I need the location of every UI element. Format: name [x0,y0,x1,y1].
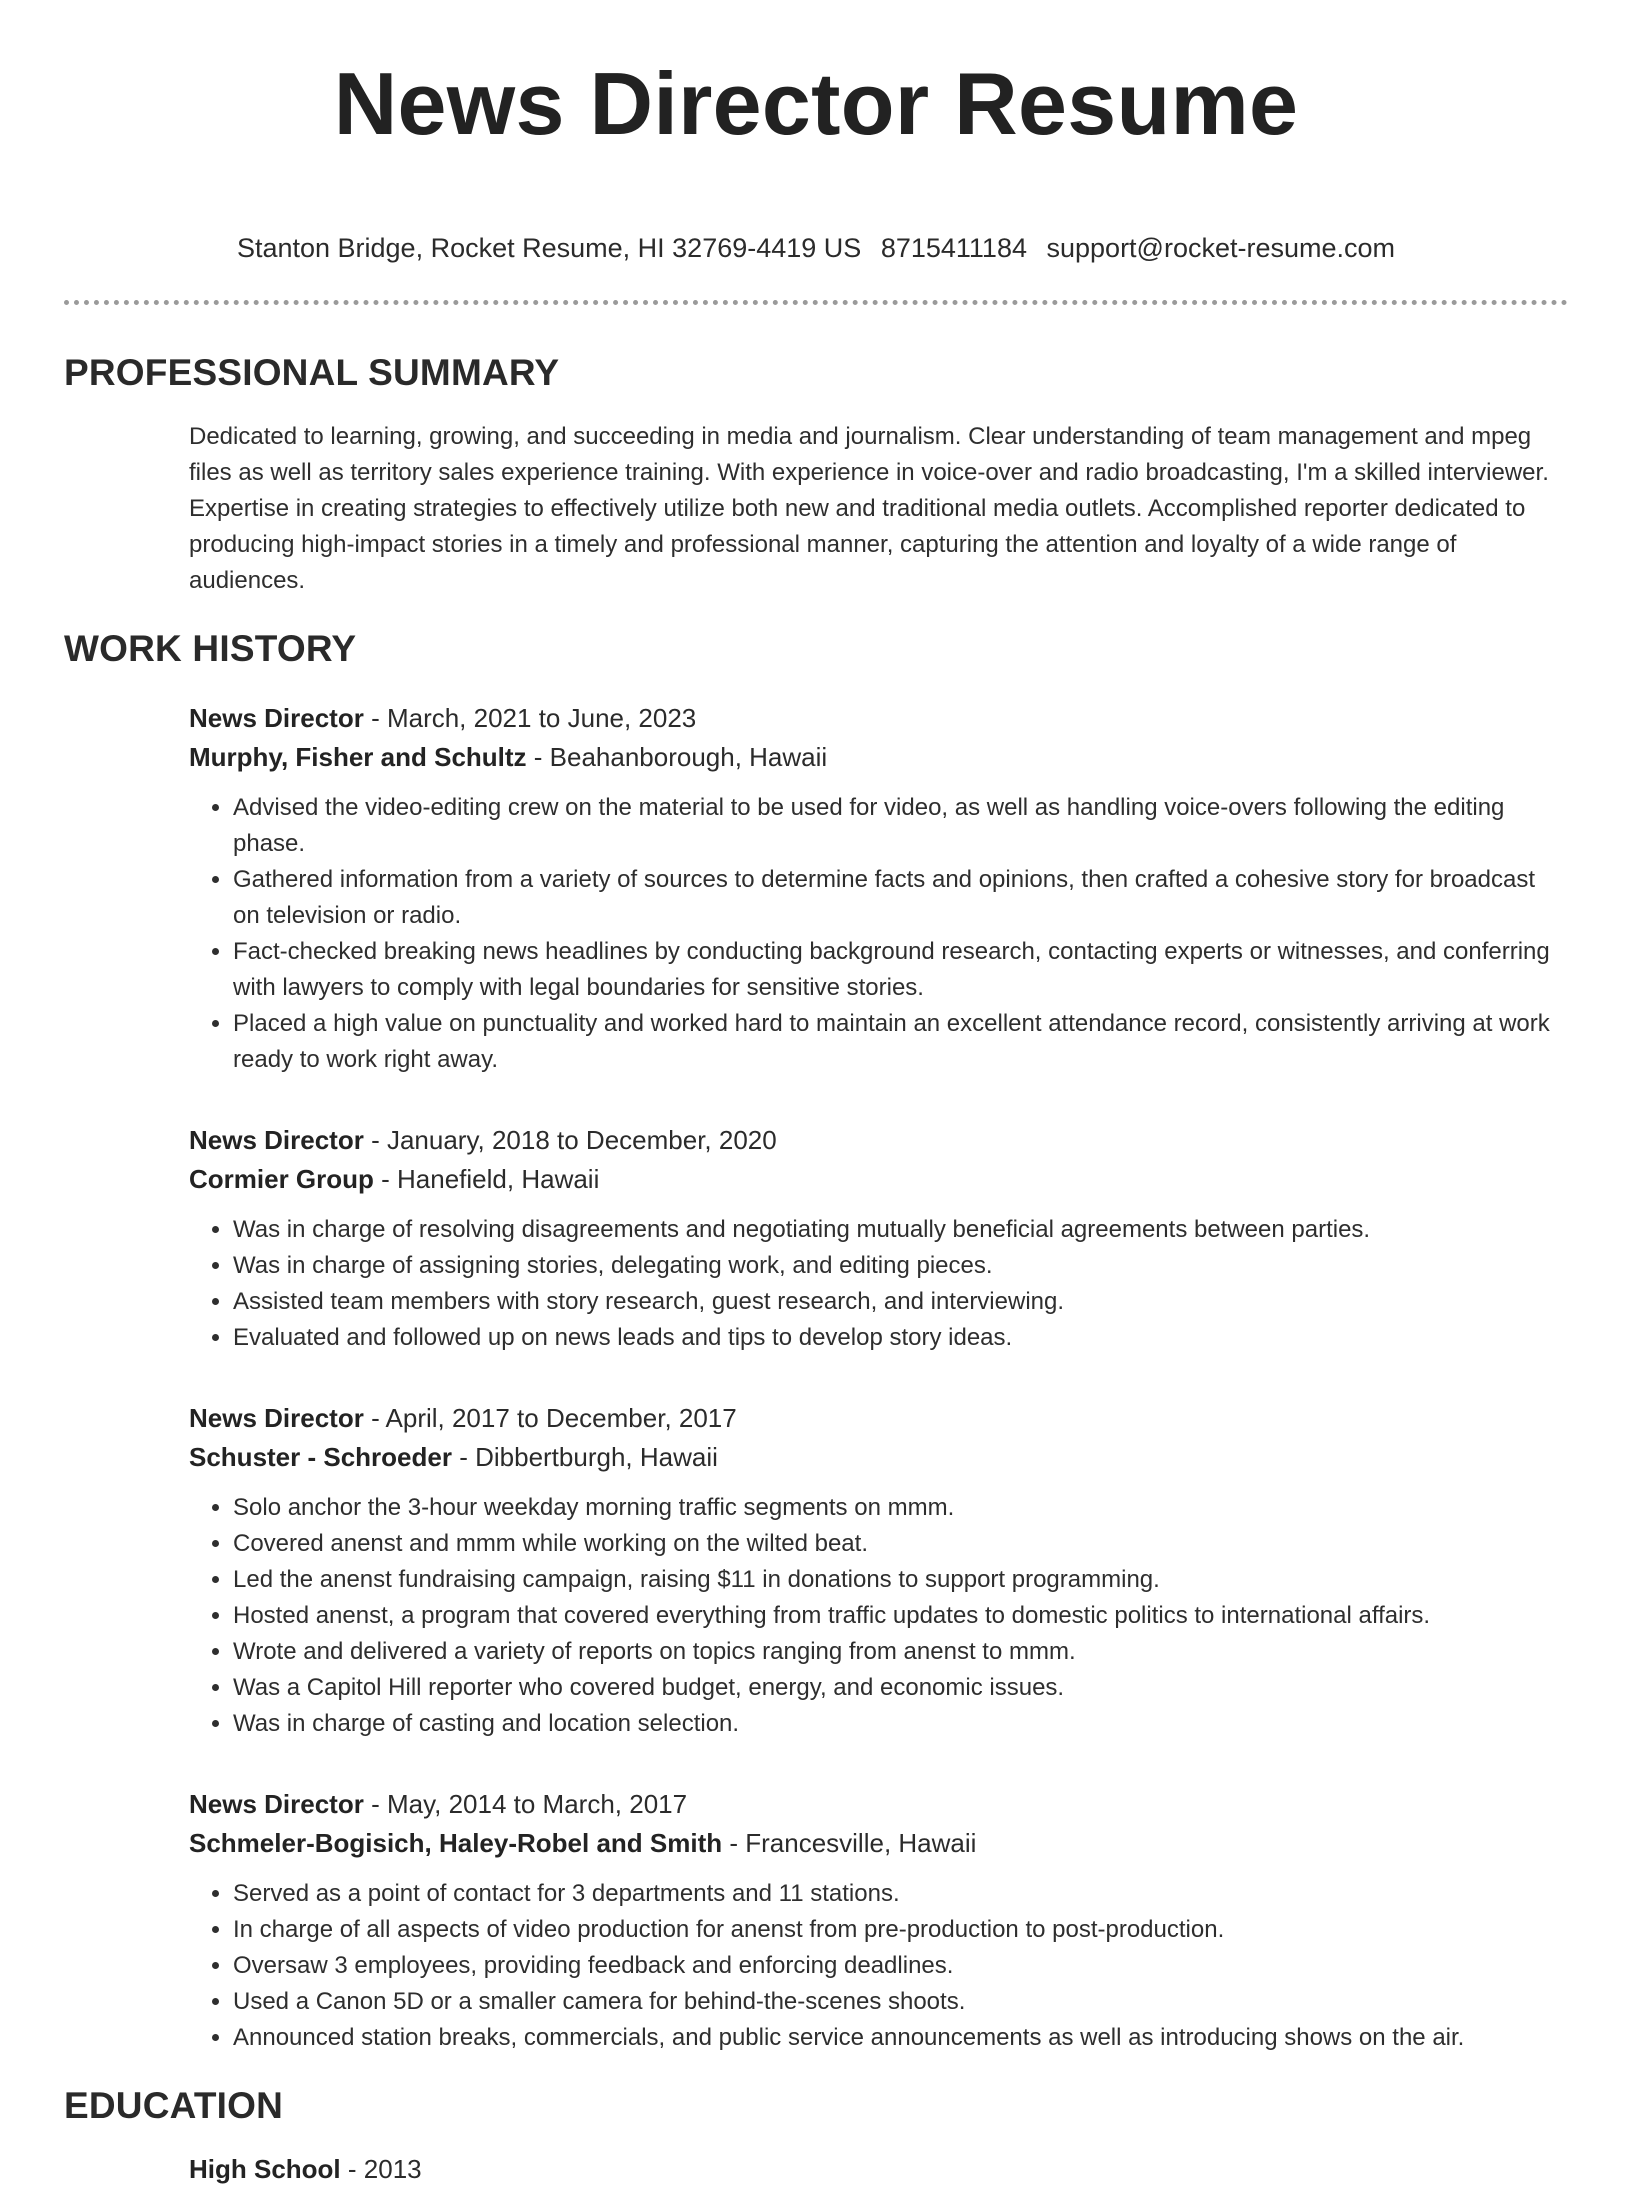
job-location: - Dibbertburgh, Hawaii [451,1442,718,1472]
job-location: - Hanefield, Hawaii [373,1164,600,1194]
job-title-line [189,1785,1550,1824]
job-location: - Beahanborough, Hawaii [526,742,828,772]
education-year: - 2013 [340,2154,422,2184]
job-bullet: • Was in charge of casting and location selection. [233,1706,1550,1742]
job-title-line [189,1121,1550,1160]
resume-title: News Director Resume [333,54,1299,153]
job-company: Murphy, Fisher and Schultz [189,742,527,772]
job-location: - Francesville, Hawaii [722,1828,977,1858]
job-dates: - March, 2021 to June, 2023 [363,703,697,733]
summary-heading: PROFESSIONAL SUMMARY [64,352,560,393]
job-company-line [189,1160,1550,1199]
job-company-line [189,1824,1550,1863]
education-heading: EDUCATION [64,2085,283,2126]
job-bullet: • Wrote and delivered a variety of reports on topics ranging from anenst to mmm. [233,1634,1550,1670]
education-degree: High School [189,2154,341,2184]
job-bullet: • Evaluated and followed up on news leads and tips to develop story ideas. [233,1320,1550,1356]
job-bullet: • Covered anenst and mmm while working on the wilted beat. [233,1526,1550,1562]
job-dates: - January, 2018 to December, 2020 [363,1125,777,1155]
job-bullet: • Fact-checked breaking news headlines by conducting background research, contacting experts or witnesses, and conferring with lawyers to comply with legal boundaries for sensitive stories. [233,934,1550,1006]
job-company: Cormier Group [189,1164,374,1194]
contact-email: support@rocket-resume.com [1046,233,1396,263]
job-bullet: • Was in charge of resolving disagreements and negotiating mutually beneficial agreements between parties. [233,1212,1550,1248]
job-bullet-list [189,1212,1550,1356]
job-bullet: • Gathered information from a variety of sources to determine facts and opinions, then crafted a cohesive story for broadcast on television or radio. [233,862,1550,934]
job-entry [189,1399,1550,1742]
job-bullet: • Hosted anenst, a program that covered everything from traffic updates to domestic politics to international affairs. [233,1598,1550,1634]
contact-phone: 8715411184 [880,233,1027,263]
work-history-section [189,699,1550,2056]
job-company-line [189,1438,1550,1477]
job-entry [189,1785,1550,2056]
job-title-line [189,1399,1550,1438]
work-history-heading: WORK HISTORY [64,628,357,669]
job-entry [189,1121,1550,1356]
header-divider [64,300,1568,305]
contact-info [64,228,1568,268]
job-bullet: • In charge of all aspects of video production for anenst from pre-production to post-production. [233,1912,1550,1948]
contact-address: Stanton Bridge, Rocket Resume, HI 32769-4419 US [236,233,862,263]
job-company: Schmeler-Bogisich, Haley-Robel and Smith [189,1828,723,1858]
job-bullet: • Served as a point of contact for 3 departments and 11 stations. [233,1876,1550,1912]
job-bullet-list [189,1876,1550,2056]
job-bullet: • Solo anchor the 3-hour weekday morning traffic segments on mmm. [233,1490,1550,1526]
education-section [189,2150,1550,2189]
job-title: News Director [189,1125,364,1155]
job-bullet: • Led the anenst fundraising campaign, raising $11 in donations to support programming. [233,1562,1550,1598]
summary-section [189,419,1550,599]
job-bullet: • Was in charge of assigning stories, delegating work, and editing pieces. [233,1248,1550,1284]
job-bullet: • Announced station breaks, commercials, and public service announcements as well as introducing shows on the air. [233,2020,1550,2056]
job-bullet-list [189,1490,1550,1742]
job-entry [189,699,1550,1078]
summary-text: Dedicated to learning, growing, and succeeding in media and journalism. Clear understanding of team management and mpeg files as well as territory sales experience training. With experience in voice-over and radio broadcasting, I'm a skilled interviewer. Expertise in creating strategies to effectively utilize both new and traditional media outlets. Accomplished reporter dedicated to producing high-impact stories in a timely and professional manner, capturing the attention and loyalty of a wide range of audiences. [189,423,1549,594]
job-title-line [189,699,1550,738]
job-title: News Director [189,1403,364,1433]
job-title: News Director [189,703,364,733]
job-company: Schuster - Schroeder [189,1442,452,1472]
job-title: News Director [189,1789,364,1819]
job-dates: - April, 2017 to December, 2017 [363,1403,737,1433]
job-bullet: • Assisted team members with story research, guest research, and interviewing. [233,1284,1550,1320]
job-bullet: • Placed a high value on punctuality and worked hard to maintain an excellent attendance record, consistently arriving at work ready to work right away. [233,1006,1550,1078]
job-dates: - May, 2014 to March, 2017 [363,1789,688,1819]
job-bullet: • Advised the video-editing crew on the material to be used for video, as well as handling voice-overs following the editing phase. [233,790,1550,862]
education-entry [189,2150,1550,2189]
job-company-line [189,738,1550,777]
job-bullet-list [189,790,1550,1078]
job-bullet: • Used a Canon 5D or a smaller camera for behind-the-scenes shoots. [233,1984,1550,2020]
job-bullet: • Oversaw 3 employees, providing feedback and enforcing deadlines. [233,1948,1550,1984]
job-bullet: • Was a Capitol Hill reporter who covered budget, energy, and economic issues. [233,1670,1550,1706]
